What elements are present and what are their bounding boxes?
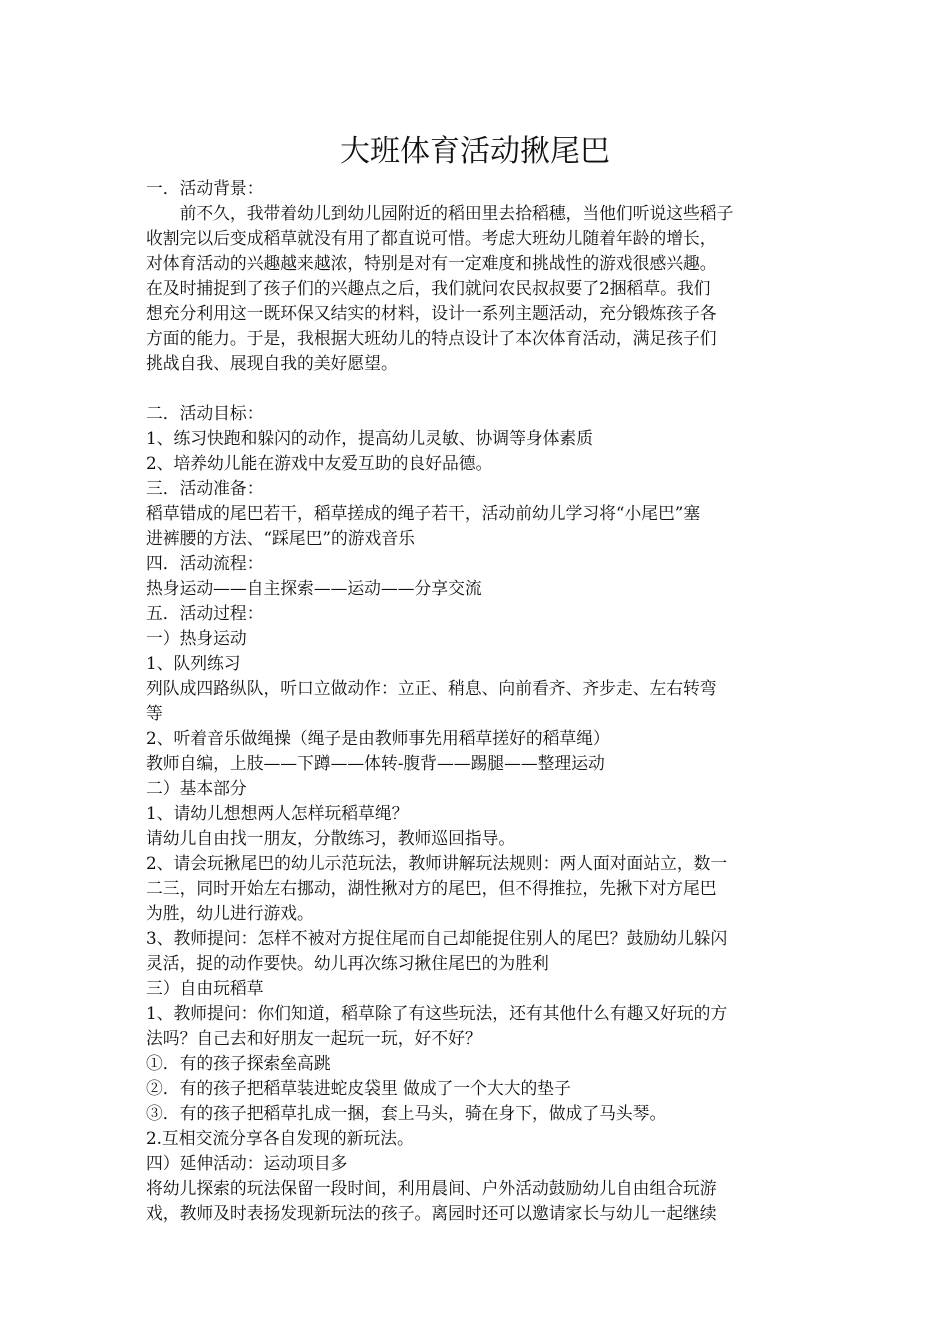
text-line: 一）热身运动: [146, 628, 247, 648]
document-body: [146, 176, 806, 1226]
text-line: 灵活，捉的动作要快。幼儿再次练习揪住尾巴的为胜利: [146, 953, 549, 973]
text-line: 1、队列练习: [146, 653, 241, 673]
text-line: 前不久，我带着幼儿到幼儿园附近的稻田里去拾稻穗，当他们听说这些稻子: [146, 203, 734, 223]
text-line: ①．有的孩子探索垒高跳: [146, 1053, 331, 1073]
text-line: 3、教师提问：怎样不被对方捉住尾而自己却能捉住别人的尾巴？鼓励幼儿躲闪: [146, 928, 728, 948]
text-line: 为胜，幼儿进行游戏。: [146, 903, 314, 923]
text-line: 稻草错成的尾巴若干，稻草搓成的绳子若干，活动前幼儿学习将“小尾巴”塞: [146, 503, 701, 523]
text-line: 五．活动过程：: [146, 603, 264, 623]
text-line: 2、请会玩揪尾巴的幼儿示范玩法，教师讲解玩法规则：两人面对面站立，数一: [146, 853, 728, 873]
blank-line: [146, 376, 806, 401]
text-line: 收割完以后变成稻草就没有用了都直说可惜。考虑大班幼儿随着年龄的增长，: [146, 228, 717, 248]
text-line: 二三，同时开始左右挪动，湖性揪对方的尾巴，但不得推拉，先揪下对方尾巴: [146, 878, 717, 898]
text-line: 三）自由玩稻草: [146, 978, 264, 998]
text-line: 1、练习快跑和躲闪的动作，提高幼儿灵敏、协调等身体素质: [146, 428, 593, 448]
document-title: 大班体育活动揪尾巴: [340, 134, 610, 169]
text-line: 列队成四路纵队，听口立做动作：立正、稍息、向前看齐、齐步走、左右转弯: [146, 678, 717, 698]
text-line: 四．活动流程：: [146, 553, 264, 573]
text-line: 2、培养幼儿能在游戏中友爱互助的良好品德。: [146, 453, 493, 473]
text-line: 在及时捕捉到了孩子们的兴趣点之后，我们就问农民叔叔要了2捆稻草。我们: [146, 278, 711, 298]
text-line: 一．活动背景：: [146, 178, 264, 198]
text-line: 2.互相交流分享各自发现的新玩法。: [146, 1128, 414, 1148]
text-line: 戏，教师及时表扬发现新玩法的孩子。离园时还可以邀请家长与幼儿一起继续: [146, 1203, 717, 1223]
text-line: 1、请幼儿想想两人怎样玩稻草绳？: [146, 803, 409, 823]
text-line: 将幼儿探索的玩法保留一段时间，利用晨间、户外活动鼓励幼儿自由组合玩游: [146, 1178, 717, 1198]
text-line: 挑战自我、展现自我的美好愿望。: [146, 353, 398, 373]
text-line: 四）延伸活动：运动项目多: [146, 1153, 348, 1173]
text-line: 二）基本部分: [146, 778, 247, 798]
text-line: 想充分利用这一既环保又结实的材料，设计一系列主题活动，充分锻炼孩子各: [146, 303, 717, 323]
text-line: 请幼儿自由找一朋友，分散练习，教师巡回指导。: [146, 828, 516, 848]
text-line: 对体育活动的兴趣越来越浓，特别是对有一定难度和挑战性的游戏很感兴趣。: [146, 253, 717, 273]
text-line: 1、教师提问：你们知道，稻草除了有这些玩法，还有其他什么有趣又好玩的方: [146, 1003, 728, 1023]
text-line: 法吗？自己去和好朋友一起玩一玩，好不好？: [146, 1028, 482, 1048]
text-line: 方面的能力。于是，我根据大班幼儿的特点设计了本次体育活动，满足孩子们: [146, 328, 717, 348]
text-line: 进裤腰的方法、“踩尾巴”的游戏音乐: [146, 528, 415, 548]
text-line: 2、听着音乐做绳操（绳子是由教师事先用稻草搓好的稻草绳）: [146, 728, 610, 748]
text-line: 二．活动目标：: [146, 403, 264, 423]
text-line: 等: [146, 703, 163, 723]
text-line: 教师自编，上肢——下蹲——体转-腹背——踢腿——整理运动: [146, 753, 605, 773]
text-line: ②．有的孩子把稻草装进蛇皮袋里 做成了一个大大的垫子: [146, 1078, 571, 1098]
text-line: 三．活动准备：: [146, 478, 264, 498]
text-line: ③．有的孩子把稻草扎成一捆，套上马头，骑在身下，做成了马头琴。: [146, 1103, 667, 1123]
text-line: 热身运动——自主探索——运动——分享交流: [146, 578, 482, 598]
